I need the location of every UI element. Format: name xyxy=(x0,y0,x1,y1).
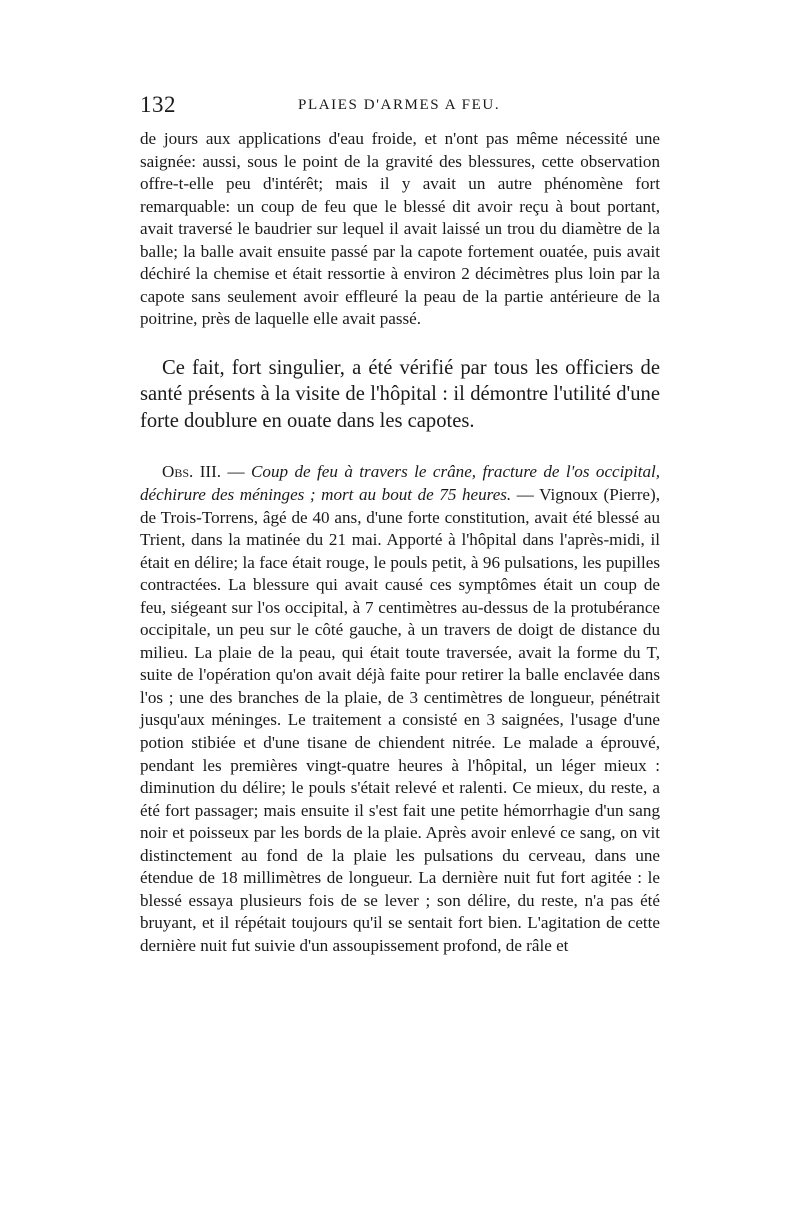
page-header xyxy=(140,92,660,128)
observation-title: Coup de feu à travers le crâne, fracture de l'os occipital, déchirure des méninges ; mort au bout de 75 heures. xyxy=(140,462,661,504)
book-page xyxy=(140,92,660,957)
observation-dash: — xyxy=(221,462,252,482)
page-number: 132 xyxy=(140,92,176,117)
remark-paragraph: Ce fait, fort singulier, a été vérifié par tous les officiers de santé présents à la visite de l'hôpital : il démontre l'utilité d'une forte doublure en ouate dans les capotes. xyxy=(140,356,660,432)
observation-label: Obs. III. xyxy=(162,462,222,482)
observation-paragraph xyxy=(140,461,660,957)
running-title: PLAIES D'ARMES A FEU. xyxy=(298,97,501,113)
intro-paragraph: de jours aux applications d'eau froide, et n'ont pas même nécessité une saignée: aussi, sous le point de la gravité des blessures, cette observation offre-t-elle peu d'intérêt; mais il y avait un autre phénomène fort remarquable: un coup de feu que le blessé dit avoir reçu à bout portant, avait traversé le baudrier sur lequel il avait laissé un trou du diamètre de la balle; la balle avait ensuite passé par la capote fortement ouatée, puis avait déchiré la chemise et était ressortie à environ 2 décimètres plus loin par la capote sans seulement avoir effleuré la peau de la partie antérieure de la poitrine, près de laquelle elle avait passé. xyxy=(140,129,660,329)
observation-body: — Vignoux (Pierre), de Trois-Torrens, âgé de 40 ans, d'une forte constitution, avait été blessé au Trient, dans la matinée du 21 mai. Apporté à l'hôpital dans l'après-midi, il était en délire; la face était rouge, le pouls petit, à 96 pulsations, les pupilles contractées. La blessure qui avait causé ces symptômes était un coup de feu, siégeant sur l'os occipital, à 7 centimètres au-dessus de la protubérance occipitale, un peu sur le côté gauche, à un travers de doigt de distance du milieu. La plaie de la peau, qui était toute traversée, avait la forme du T, suite de l'opération qu'on avait déjà faite pour retirer la balle enclavée dans l'os ; une des branches de la plaie, de 3 centimètres de longueur, pénétrait jusqu'aux méninges. Le traitement a consisté en 3 saignées, l'usage d'une potion stibiée et d'une tisane de chiendent nitrée. Le malade a éprouvé, pendant les premières vingt-quatre heures à l'hôpital, un léger mieux : diminution du délire; le pouls s'était relevé et ralenti. Ce mieux, du reste, a été fort passager; mais ensuite il s'est fait une petite hémorrhagie d'un sang noir et poisseux par les bords de la plaie. Après avoir enlevé ce sang, on vit distinctement au fond de la plaie les pulsations du cerveau, dans une étendue de 18 millimètres de longueur. La dernière nuit fut fort agitée : le blessé essaya plusieurs fois de se lever ; son délire, du reste, n'a pas été bruyant, et il répétait toujours qu'il se sentait fort bien. L'agitation de cette dernière nuit fut suivie d'un assoupissement profond, de râle et xyxy=(140,484,660,955)
